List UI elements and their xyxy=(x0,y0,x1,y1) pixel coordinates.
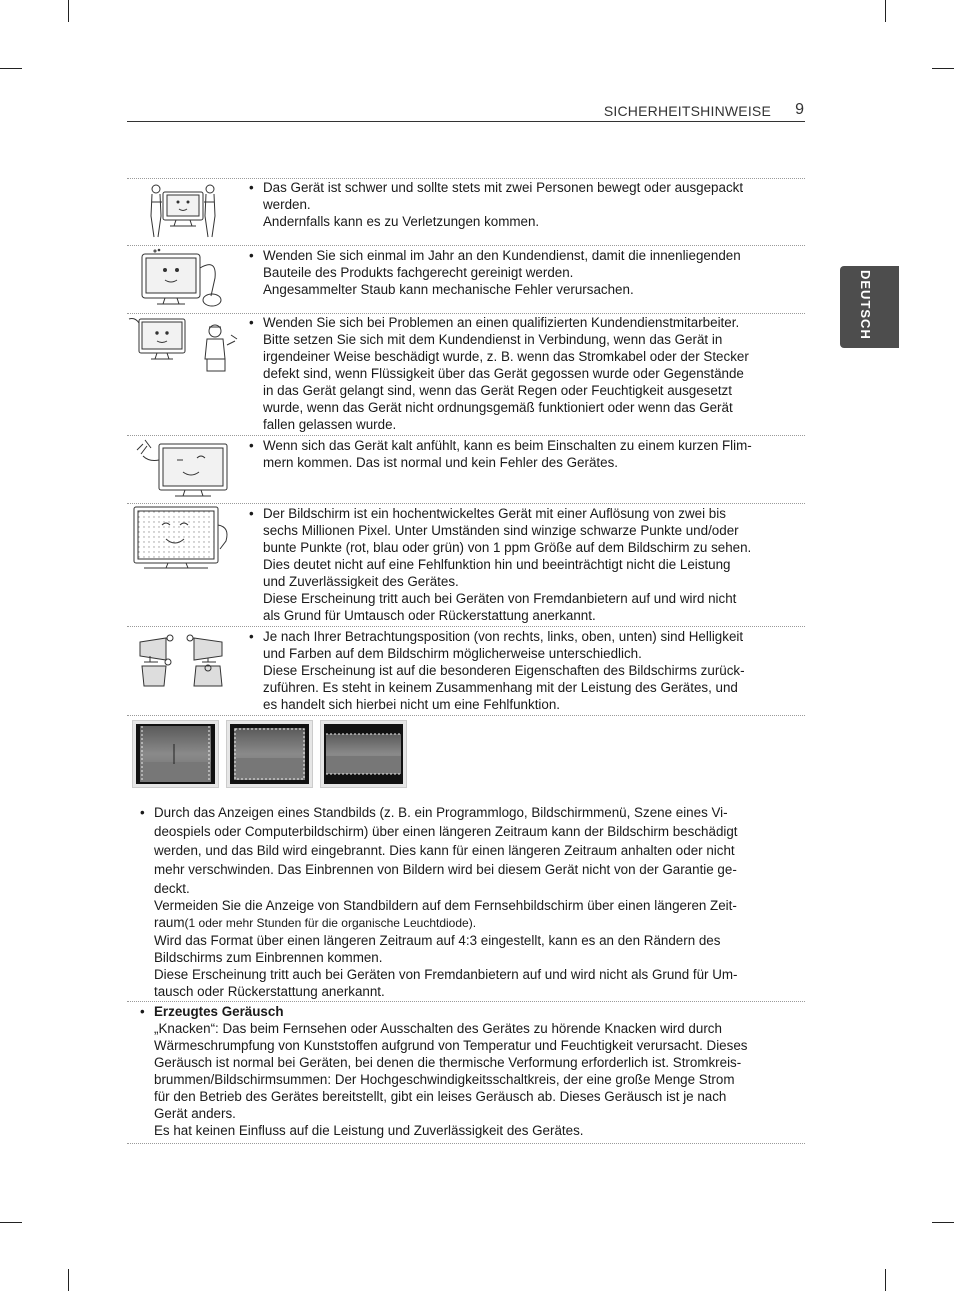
text-line: Der Bildschirm ist ein hochentwickeltes Gerät mit einer Auflösung von zwei bis xyxy=(263,506,726,521)
bullet-point: • xyxy=(249,315,254,330)
safety-note xyxy=(249,247,789,298)
text-line: „Knacken“: Das beim Fernsehen oder Ausschalten des Gerätes zu hörende Knacken wird durch xyxy=(154,1021,722,1036)
burn-in-example-image xyxy=(132,720,219,788)
text-line: sechs Millionen Pixel. Unter Umständen sind winzige schwarze Punkte und/oder xyxy=(263,523,739,538)
text-line: Durch das Anzeigen eines Standbilds (z. B. ein Programmlogo, Bildschirmmenü, Szene eines Vi- xyxy=(154,805,728,820)
text-line: Andernfalls kann es zu Verletzungen kommen. xyxy=(263,214,540,229)
tv-vacuum-cleaning-icon xyxy=(137,248,227,310)
text-line: Je nach Ihrer Betrachtungsposition (von rechts, links, oben, unten) sind Helligkeit xyxy=(263,629,744,644)
bullet-point: • xyxy=(249,248,254,263)
text-line: bunte Punkte (rot, blau oder grün) von 1 ppm Größe auf dem Bildschirm zu sehen. xyxy=(263,540,752,555)
divider xyxy=(127,626,805,627)
two-people-carrying-tv-icon xyxy=(148,182,218,240)
bullet-point: • xyxy=(249,629,254,644)
language-tab-label: DEUTSCH xyxy=(858,270,873,340)
text-line: Diese Erscheinung ist auf die besonderen Eigenschaften des Bildschirms zurück- xyxy=(263,663,745,678)
tv-technician-icon xyxy=(127,315,239,377)
crop-mark xyxy=(932,68,954,69)
noise-note xyxy=(140,1003,790,1139)
crop-mark xyxy=(68,0,69,22)
safety-note xyxy=(249,505,789,624)
bullet-point: • xyxy=(140,1004,145,1019)
safety-note xyxy=(249,179,789,230)
burn-in-note xyxy=(140,803,790,898)
text-line: Dies deutet nicht auf eine Fehlfunktion hin und beeinträchtigt nicht die Leistung xyxy=(263,557,731,572)
tv-pixels-icon xyxy=(132,505,232,571)
viewing-angle-icon xyxy=(136,632,228,690)
text-line: fallen gelassen wurde. xyxy=(263,417,397,432)
text-line: Bauteile des Produkts fachgerecht gereinigt werden. xyxy=(263,265,574,280)
text-line: Geräusch ist normal bei Geräten, bei denen die thermische Verformung erforderlich ist. Stromkreis- xyxy=(154,1055,742,1070)
divider xyxy=(127,715,805,716)
text-line: deckt. xyxy=(154,881,190,896)
text-line: Wenden Sie sich bei Problemen an einen qualifizierten Kundendienstmitarbeiter. xyxy=(263,315,740,330)
crop-mark xyxy=(0,1222,22,1223)
text-line: defekt sind, wenn Flüssigkeit über das Gerät gegossen wurde oder Gegenstände xyxy=(263,366,744,381)
noise-title: Erzeugtes Geräusch xyxy=(154,1004,284,1019)
safety-note xyxy=(249,314,789,433)
burn-in-example-image xyxy=(320,720,407,788)
text-line: werden, und das Bild wird eingebrannt. Dies kann für einen längeren Zeitraum anhalten oder nicht xyxy=(154,843,735,858)
section-title: SICHERHEITSHINWEISE xyxy=(603,103,771,119)
crop-mark xyxy=(0,68,22,69)
bullet-point: • xyxy=(249,438,254,453)
text-line: mehr verschwinden. Das Einbrennen von Bildern wird bei diesem Gerät nicht von der Garantie ge- xyxy=(154,862,737,877)
text-line: Diese Erscheinung tritt auch bei Geräten von Fremdanbietern auf und wird nicht als Grund für Um- xyxy=(154,967,738,982)
text-line: deospiels oder Computerbildschirm) über einen längeren Zeitraum kann der Bildschirm beschädigt xyxy=(154,824,738,839)
text-line: werden. xyxy=(263,197,311,212)
text-fragment-small: (1 oder mehr Stunden für die organische Leuchtdiode). xyxy=(184,916,477,930)
header-rule xyxy=(127,121,805,122)
text-line: und Zuverlässigkeit des Gerätes. xyxy=(263,574,459,589)
bullet-point: • xyxy=(140,805,145,820)
text-line: Das Gerät ist schwer und sollte stets mit zwei Personen bewegt oder ausgepackt xyxy=(263,180,744,195)
crop-mark xyxy=(932,1222,954,1223)
divider xyxy=(127,245,805,246)
text-line: es handelt sich hierbei nicht um eine Fehlfunktion. xyxy=(263,697,561,712)
text-line: und Farben auf dem Bildschirm möglicherweise unterschiedlich. xyxy=(263,646,642,661)
text-line: als Grund für Umtausch oder Rückerstattung anerkannt. xyxy=(263,608,596,623)
text-line: irgendeiner Weise beschädigt wurde, z. B. wenn das Stromkabel oder der Stecker xyxy=(263,349,749,364)
text-line: Diese Erscheinung tritt auch bei Geräten von Fremdanbietern auf und wird nicht xyxy=(263,591,737,606)
text-line: für den Betrieb des Gerätes bereitstellt, gibt ein leises Geräusch ab. Dieses Geräusch ist je nach xyxy=(154,1089,727,1104)
crop-mark xyxy=(68,1269,69,1291)
text-line xyxy=(154,914,790,932)
text-line: wurde, wenn das Gerät nicht ordnungsgemäß funktioniert oder wenn das Gerät xyxy=(263,400,733,415)
text-line: Gerät anders. xyxy=(154,1106,236,1121)
text-line: Bitte setzen Sie sich mit dem Kundendienst in Verbindung, wenn das Gerät in xyxy=(263,332,723,347)
text-fragment: raum xyxy=(154,915,185,930)
crop-mark xyxy=(885,1269,886,1291)
text-line: Es hat keinen Einfluss auf die Leistung und Zuverlässigkeit des Gerätes. xyxy=(154,1123,584,1138)
text-line: zuführen. Es steht in keinem Zusammenhang mit der Leistung des Gerätes, und xyxy=(263,680,738,695)
safety-note xyxy=(249,628,789,713)
bullet-point: • xyxy=(249,506,254,521)
text-line: Wird das Format über einen längeren Zeitraum auf 4:3 eingestellt, kann es an den Rändern des xyxy=(154,933,721,948)
text-line: Vermeiden Sie die Anzeige von Standbildern auf dem Fernsehbildschirm über einen längeren Zeit- xyxy=(154,898,737,913)
text-line: tausch oder Rückerstattung anerkannt. xyxy=(154,984,385,999)
text-line: Bildschirms zum Einbrennen kommen. xyxy=(154,950,383,965)
text-line: Wenn sich das Gerät kalt anfühlt, kann es beim Einschalten zu einem kurzen Flim- xyxy=(263,438,752,453)
divider xyxy=(127,1143,805,1144)
divider xyxy=(127,1001,805,1002)
divider xyxy=(127,435,805,436)
safety-note xyxy=(249,437,789,471)
text-line: in das Gerät gelangt sind, wenn das Gerät Regen oder Feuchtigkeit ausgesetzt xyxy=(263,383,732,398)
tv-flicker-icon xyxy=(133,438,233,500)
text-line: mern kommen. Das ist normal und kein Fehler des Gerätes. xyxy=(263,455,618,470)
bullet-point: • xyxy=(249,180,254,195)
text-line: brummen/Bildschirmsummen: Der Hochgeschwindigkeitsschaltkreis, der eine große Menge Strom xyxy=(154,1072,735,1087)
burn-in-example-image xyxy=(226,720,313,788)
language-tab xyxy=(840,266,899,348)
burn-in-note-continued xyxy=(140,897,790,1000)
page-number: 9 xyxy=(795,101,804,118)
text-line: Angesammelter Staub kann mechanische Fehler verursachen. xyxy=(263,282,634,297)
divider xyxy=(127,503,805,504)
crop-mark xyxy=(885,0,886,22)
text-line: Wenden Sie sich einmal im Jahr an den Kundendienst, damit die innenliegenden xyxy=(263,248,741,263)
text-line: Wärmeschrumpfung von Kunststoffen aufgrund von Temperatur und Feuchtigkeit verursacht. Dieses xyxy=(154,1038,748,1053)
